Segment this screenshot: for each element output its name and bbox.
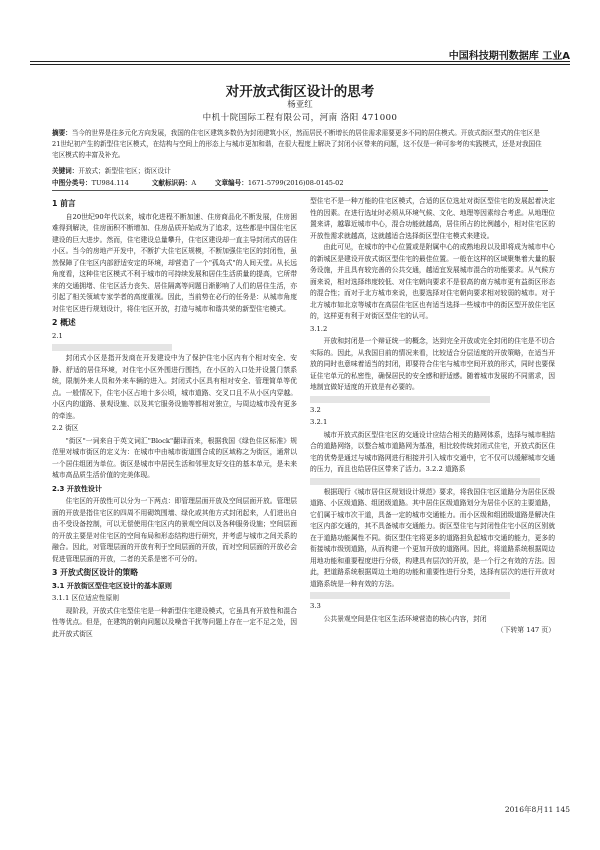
subsection-heading: 3.3 [310, 602, 321, 610]
paragraph: "街区"一词来自于英文词汇"Block"翻译而来，根据我国《绿色住区标准》规范里对城市街区的定义为：在城市中由城市街道围合成的区域称之为街区，通常以一个居住组团为单位。街区是城市中居民生活和邻里友好交往的基本单元，是未来城市高品质生活价值的完美体现。 [52, 436, 297, 479]
paragraph: 型住宅不是一种万能的住宅区模式，合适的区位选址对街区型住宅的发展起着决定性的因素。在进行选址时必须从环境气候、文化、地理等因素综合考虑。从地理位置来讲，越靠近城市中心，混合功能就越高，居住所占的比例越小，相对住宅区的开放性需求就越高，这就越适合选择街区型住宅模式来建设。 [310, 197, 555, 240]
author: 杨亚红 [287, 100, 313, 110]
paragraph: 公共景观空间是住宅区生活环境营造的核心内容，封闭 [323, 614, 487, 623]
blurred-text [310, 396, 490, 403]
paragraph: 城市开放式街区型住宅区的交通设计应结合相关的路网体系，选择与城市相结合的道路网络，以整合城市道路网为基准，相比较传统封闭式住宅，开放式街区住宅的优势是通过与城市路网进行相接并引入城市交通中，它不仅可以缓解城市交通的压力，而且也给居住区带来了活力。3.2.2 道路系 [310, 430, 555, 473]
paragraph: 现阶段，开放式住宅型住宅是一种新型住宅建设模式，它虽具有开放性和混合性等优点。但是，在建筑的朝向问题以及噪音干扰等问题上存在一定不足之处，因此开放式街区 [52, 606, 297, 638]
blurred-text [310, 478, 540, 485]
header-rule-thin [30, 64, 570, 65]
doc-label: 文献标识码： [151, 179, 192, 187]
paragraph: 由此可见，在城市的中心位置或是附属中心的成熟地段以及即将成为城市中心的新城区是建设开放式街区型住宅的最佳位置。一般在这样的区域聚集着大量的服务设施，并且具有较完善的公共交通，越适宜发展城市混合的功能要求。从气候方面来说，相对选择纬度较低、对住宅朝向要求不是很高的南方城市更有益街区形态的混合性；而对于北方城市来说，也要选择对住宅朝向要求相对较弱的城市。对于北方城市如北京等城市在高层住宅区也有适当选择一些城市中的街区型开放住宅区的，这样更有利于对街区型住宅的认可。 [310, 243, 555, 320]
abstract-text: 当今的世界是往多元化方向发展，我国的住宅区建筑多数仍为封闭建筑小区，然而居民不断增长的居住需求需要更多不同的居住模式。开放式街区型式的住宅区是21世纪初产生的新型住宅区模式，在结构与空间上的形态上与城市更加和谐，在很大程度上解决了封闭小区带来的问题，这不仅是一种可参考的实践模式，还是对我国住宅区模式的丰富及补充。 [52, 129, 542, 159]
subsection-heading: 2.2 街区 [52, 424, 79, 432]
paragraph: 封闭式小区是指开发商在开发建设中为了保护住宅小区内有个相对安全、安静、舒适的居住环境，对住宅小区外围进行围挡，在小区的入口处并设置门禁系统，限制外来人员和外来车辆的进入。封闭式小区具有相对安全、管理简单等优点。一般情况下，住宅小区占地十多公顷，城市道路、交叉口且不从小区内穿越。小区内的道路、景观设施、以及其它服务设施等都相对独立，与周边城市没有更多的牵连。 [52, 354, 297, 420]
affiliation: 中机十院国际工程有限公司，河南 洛阳 471000 [202, 113, 398, 123]
classification-line [52, 177, 548, 187]
page-footer: 2016年8月11 145 [504, 805, 570, 814]
section-heading: 2 概述 [52, 318, 76, 327]
subsection-heading: 3.1.1 区位适应性原则 [52, 594, 120, 602]
abstract-label: 摘要： [52, 129, 72, 137]
paragraph: 根据现行《城市居住区规划设计规范》要求，将我国住宅区道路分为居住区级道路、小区级道路、组团级道路。其中居住区级道路划分为居住小区的主要道路，它们属于城市次干道，具备一定的城市交通能力。而小区级和组团级道路是解决住宅区内部交通的，其不具备城市交通能力。街区型住宅与封闭性住宅小区的区别就在于道路功能属性不同。街区型住宅将更多的道路担负起城市交通的能力，更多的衔接城市级别道路，从而构建一个更加开放的道路网。因此，将道路系统根据周边用地功能和重要程度进行分级，构建具有层次的开放，是一个行之有效的方法。因此，把道路系统根据周边土地的功能和重要性进行分类，选择有层次的进行开放对道路系统是一种有效的方法。 [310, 487, 555, 588]
keywords-label: 关键词： [52, 167, 79, 175]
abstract-divider [52, 190, 548, 191]
clc-value: TU984.114 [91, 179, 129, 187]
subsection-heading: 3.1 开放街区型住宅区设计的基本原则 [52, 581, 172, 590]
subsection-heading: 3.1.2 [310, 324, 328, 333]
left-column [52, 196, 297, 640]
doc-value: A [191, 179, 197, 187]
continuation-note: （下转第 147 页） [496, 626, 555, 634]
subsection-heading: 2.1 [52, 331, 63, 340]
header-rule [30, 61, 570, 62]
article-no-label: 文章编号： [214, 179, 248, 187]
section-heading: 3 开放式街区设计的策略 [52, 568, 139, 577]
paragraph: 开放和封闭是一个辩证统一的概念，达到完全开放或完全封闭的住宅是不切合实际的。因此，从我国目前的情况来看，比较适合分层适度的开放策略，在适当开放的同时也意味着适当的封闭，即要符合住宅与城市空间开放的形式，同时也要保证住宅单元的私密性，确保居民的安全感和舒适感。随着城市发展的不同需求，因地制宜做好适度的开放是有必要的。 [310, 337, 555, 391]
right-column [310, 196, 555, 637]
blurred-text [52, 344, 172, 351]
subsection-heading: 3.2.1 [310, 418, 328, 426]
paragraph: 住宅区的开放性可以分为一下两点：即管理层面开放及空间层面开放。管理层面的开放是指住宅区的四周不用砌筑围墙、绿化或其他方式封闭起来，人们进出自由不受设备控制，可以无偿使用住宅区内的景观空间以及各种服务设施；空间层面的开放主要是对住宅区的空间布局和形态结构进行研究，并考虑与城市之间关系的融合。因此，对管理层面的开放有利于空间层面的开放，而对空间层面的开放必会促进管理层面的开放，二者的关系是密不可分的。 [52, 497, 297, 563]
subsection-heading: 2.3 开放性设计 [52, 484, 102, 493]
blurred-text [310, 592, 510, 599]
abstract [52, 128, 548, 161]
keywords [52, 165, 548, 175]
paragraph: 自20世纪90年代以来，城市化进程不断加速、住房商品化不断发展，住房困难得到解决，住房面积不断增加、住房品质开始成为了追求，这些都是中国住宅区建设的巨大进步。然而，住宅建设总量攀升，住宅区建设却一直主导封闭式的居住小区。当今的房地产开发中，不断扩大住宅区规模，不断加强住宅区的封闭性，虽然保障了住宅区内部舒适安定的环境，却营造了一个"孤岛式"的人间天堂。从长远角度看，这种住宅区模式不利于城市的可持续发展和居住生活质量的提高，它所带来的交通拥堵、住宅区活力丧失、居住隔离等问题日渐影响了人们的居住生活，亦引起了相关领域专家学者的高度重视。因此，当前势在必行的任务是：从城市角度对住宅区进行规划设计，将住宅区开放，打造与城市和谐共荣的新型住宅模式。 [52, 212, 297, 313]
journal-name: 中国科技期刊数据库 工业A [448, 51, 570, 62]
clc-label: 中图分类号： [52, 179, 92, 187]
article-no-value: 1671-5799(2016)08-0145-02 [247, 179, 344, 187]
section-heading: 1 前言 [52, 199, 76, 208]
article-title: 对开放式街区设计的思考 [225, 84, 375, 100]
running-header [30, 45, 570, 65]
keywords-text: 开放式；新型住宅区；街区设计 [78, 167, 171, 175]
subsection-heading: 3.2 [310, 405, 321, 414]
